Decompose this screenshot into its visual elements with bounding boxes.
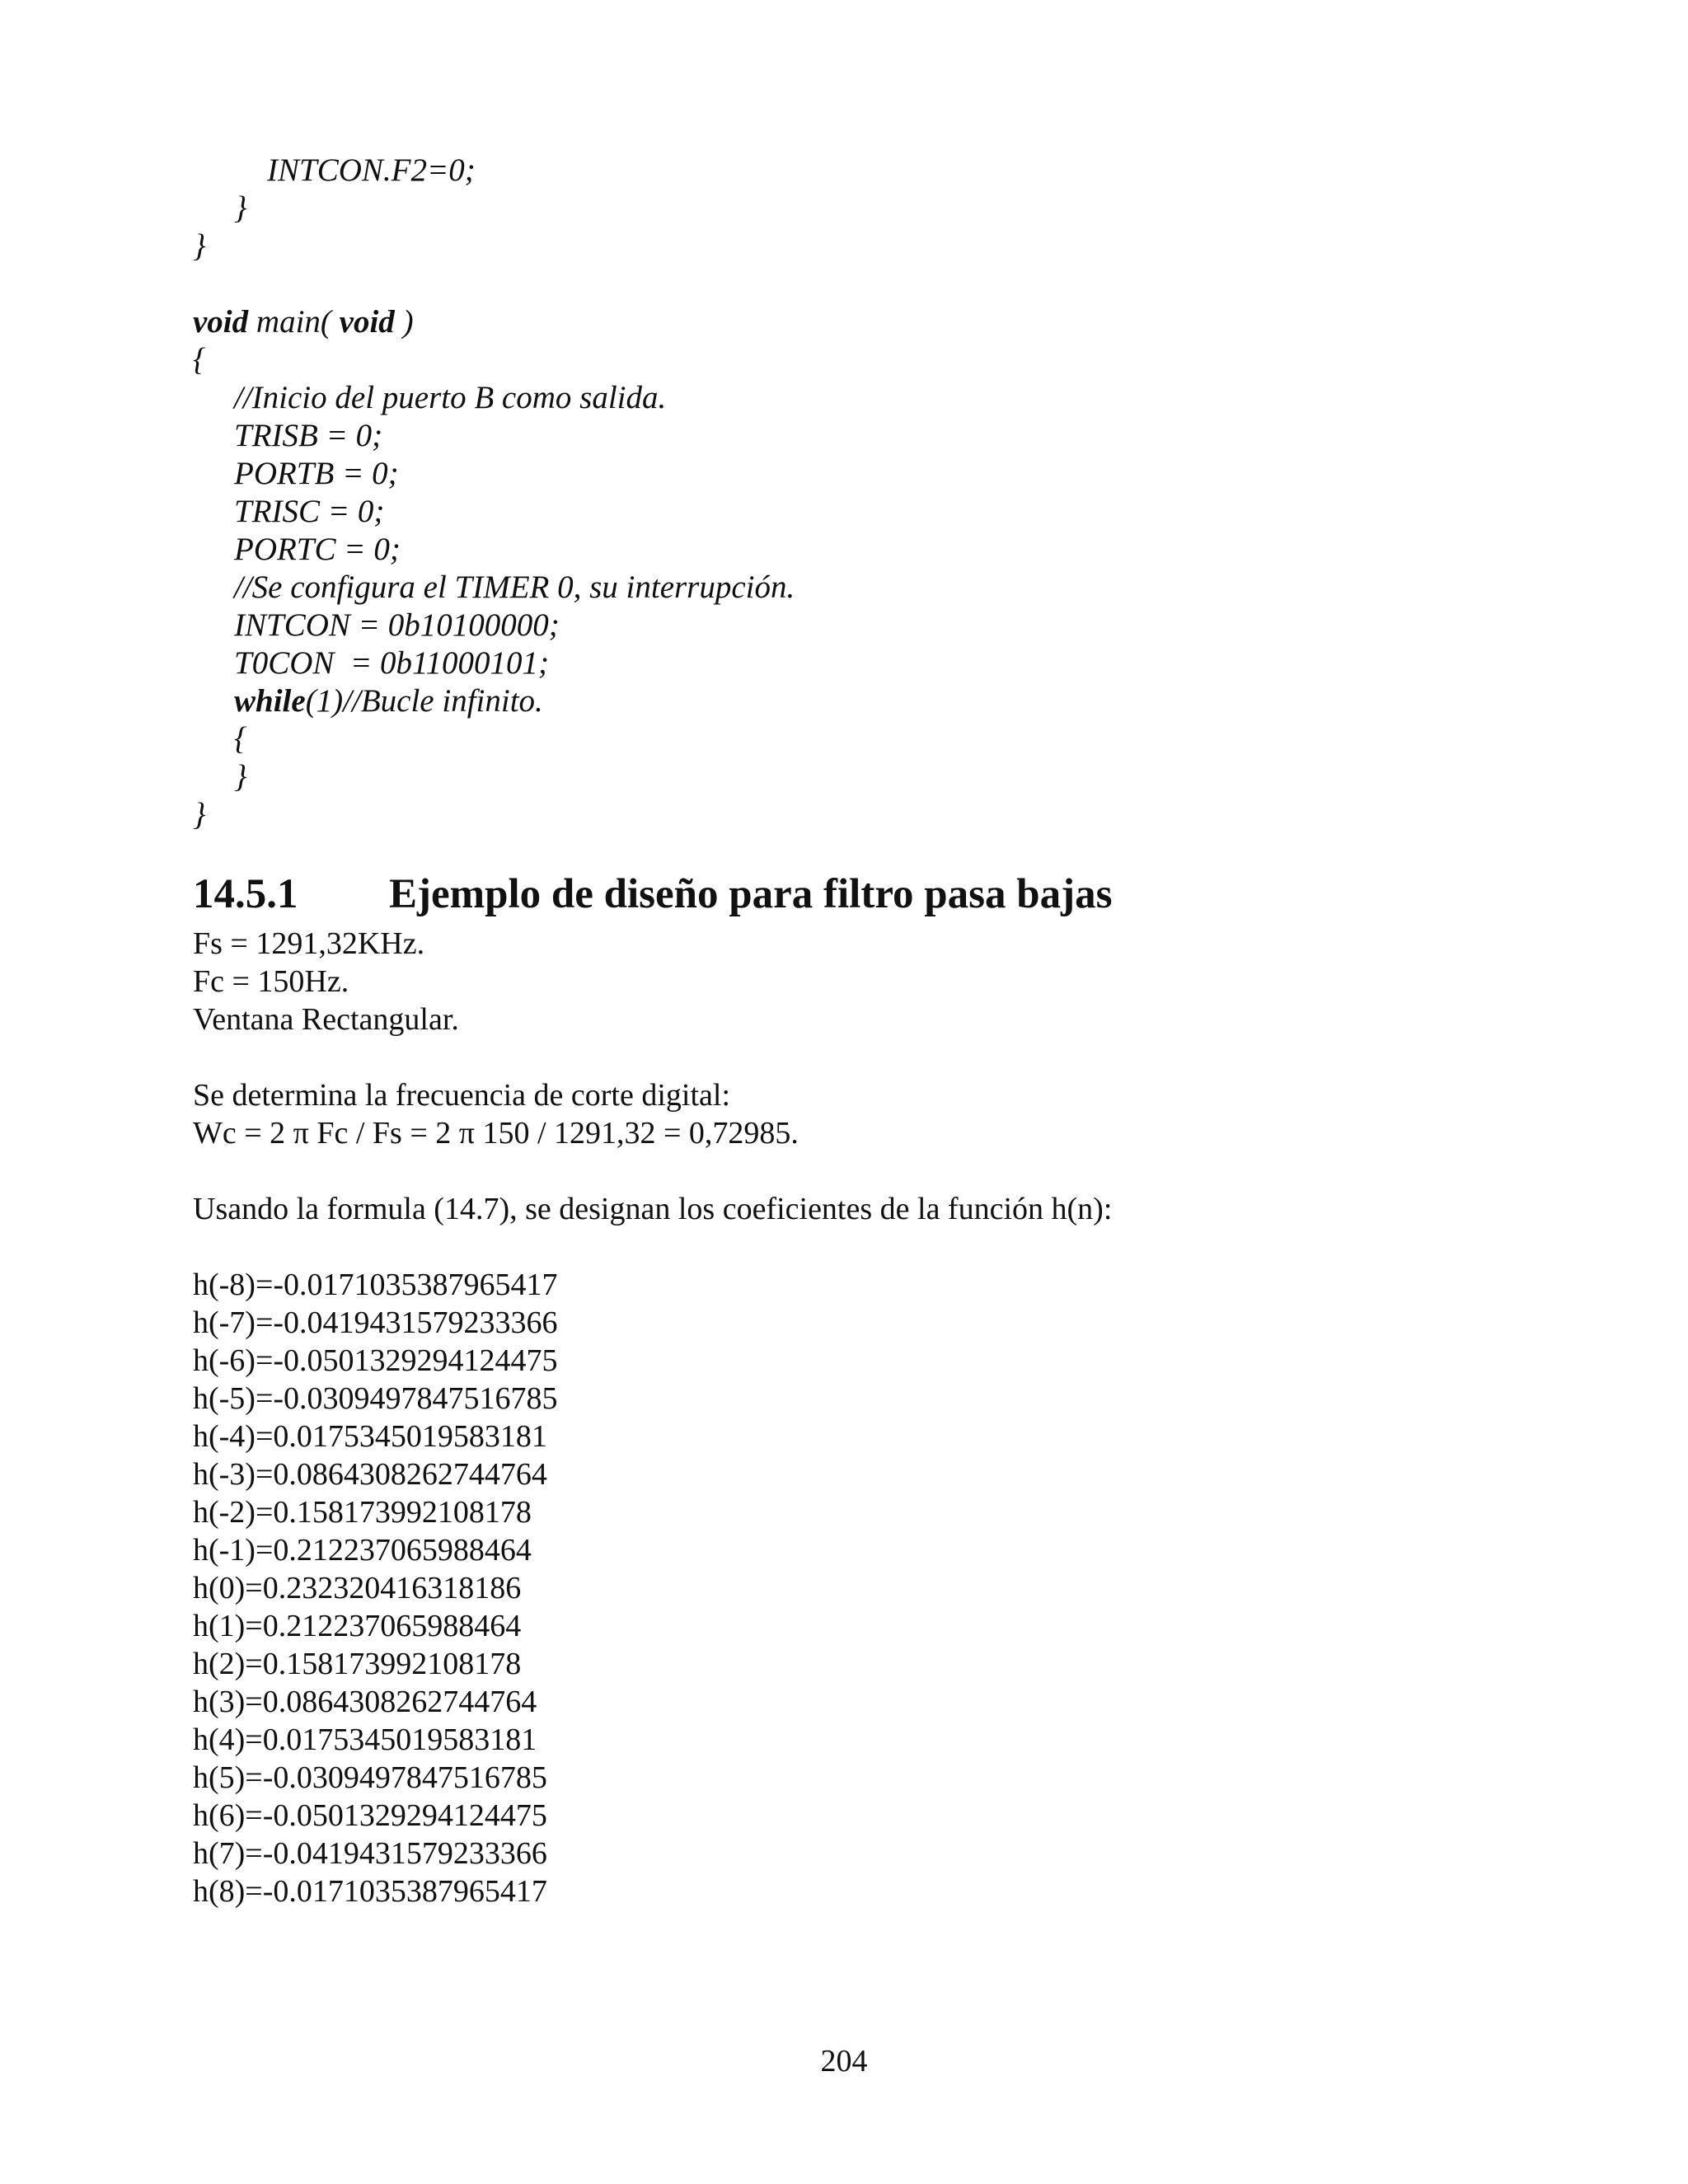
code-line: INTCON = 0b10100000; (234, 607, 560, 643)
code-line: } (193, 797, 206, 832)
cutoff-intro: Se determina la frecuencia de corte digital: (193, 1078, 731, 1113)
coefficient-item: h(-8)=-0.0171035387965417 (193, 1268, 558, 1302)
code-line-while (193, 682, 1429, 720)
coefficient-item: h(-1)=0.212237065988464 (193, 1533, 532, 1568)
coefficients-intro: Usando la formula (14.7), se designan los coeficientes de la función h(n): (193, 1192, 1113, 1226)
code-line: TRISB = 0; (234, 418, 383, 453)
coefficient-item: h(8)=-0.0171035387965417 (193, 1874, 547, 1909)
param-window: Ventana Rectangular. (193, 1002, 459, 1037)
code-line: TRISC = 0; (234, 494, 385, 529)
coefficient-item: h(5)=-0.0309497847516785 (193, 1760, 547, 1795)
code-text: ) (394, 304, 414, 340)
paragraph-gap (193, 1152, 1512, 1190)
code-keyword: void (193, 304, 249, 340)
coefficient-item: h(6)=-0.0501329294124475 (193, 1798, 547, 1833)
code-line-blank (193, 265, 1429, 303)
paragraph-gap (193, 1038, 1512, 1076)
coefficient-item: h(3)=0.0864308262744764 (193, 1685, 537, 1719)
section-number: 14.5.1 (193, 871, 298, 917)
code-line: } (193, 228, 206, 264)
page-number: 204 (820, 2044, 868, 2079)
code-line: PORTC = 0; (234, 532, 401, 567)
code-line-main-signature (193, 303, 1429, 341)
coefficient-item: h(1)=0.212237065988464 (193, 1609, 522, 1643)
param-fs: Fs = 1291,32KHz. (193, 926, 425, 961)
coefficient-item: h(2)=0.158173992108178 (193, 1647, 522, 1681)
code-text: (1)//Bucle infinito. (305, 683, 543, 719)
coefficient-item: h(-7)=-0.0419431579233366 (193, 1305, 558, 1340)
code-line: INTCON.F2=0; (267, 152, 476, 188)
code-line: { (234, 721, 247, 757)
coefficient-item: h(4)=0.0175345019583181 (193, 1722, 537, 1757)
coefficient-item: h(-2)=0.158173992108178 (193, 1495, 532, 1530)
code-comment: //Inicio del puerto B como salida. (234, 380, 667, 415)
coefficient-item: h(0)=0.232320416318186 (193, 1571, 522, 1605)
section-title: Ejemplo de diseño para filtro pasa bajas (389, 871, 1113, 917)
code-line: } (234, 190, 247, 226)
coefficient-item: h(-4)=0.0175345019583181 (193, 1419, 547, 1454)
coefficient-item: h(-5)=-0.0309497847516785 (193, 1381, 558, 1416)
code-line: T0CON = 0b11000101; (234, 645, 550, 681)
coefficient-item: h(-3)=0.0864308262744764 (193, 1457, 547, 1492)
coefficient-list (193, 1266, 1512, 1910)
code-listing (193, 152, 1429, 834)
code-text: main( (248, 304, 340, 340)
paragraph-gap (193, 1228, 1512, 1266)
code-line: } (234, 759, 247, 794)
code-line: { (193, 342, 206, 377)
coefficient-item: h(-6)=-0.0501329294124475 (193, 1343, 558, 1378)
cutoff-formula: Wc = 2 π Fc / Fs = 2 π 150 / 1291,32 = 0,72985. (193, 1116, 799, 1151)
section-heading (193, 865, 1112, 923)
code-keyword: while (234, 683, 306, 719)
coefficient-item: h(7)=-0.0419431579233366 (193, 1836, 547, 1871)
code-comment: //Se configura el TIMER 0, su interrupción. (234, 569, 795, 605)
code-keyword: void (339, 304, 395, 340)
code-line: PORTB = 0; (234, 456, 399, 491)
param-fc: Fc = 150Hz. (193, 964, 349, 999)
body-text (193, 925, 1512, 1910)
